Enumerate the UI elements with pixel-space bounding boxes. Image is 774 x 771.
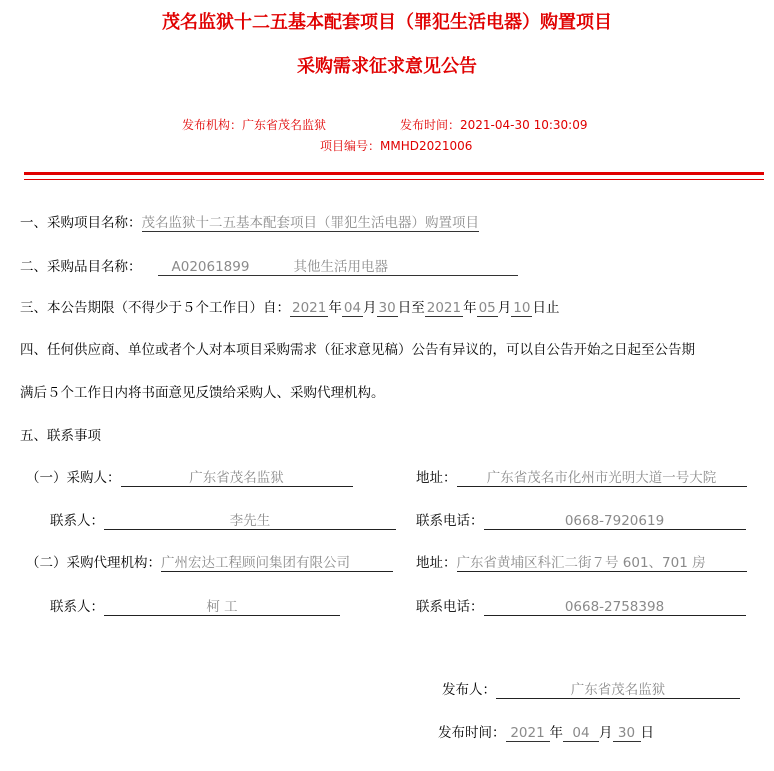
footer-year-unit: 年 [549,725,563,741]
period-start-year-unit: 年 [328,300,342,316]
footer-publisher-row [442,678,740,699]
item2-name: 其他生活用电器 [293,259,388,275]
item1-label: 一、采购项目名称： [20,215,142,231]
header-divider-thick [24,172,764,175]
item2-value-field [158,255,518,276]
page-subtitle: 采购需求征求意见公告 [297,56,477,77]
page-title: 茂名监狱十二五基本配套项目（罪犯生活电器）购置项目 [162,12,612,33]
period-start-year: 2021 [292,300,327,316]
agency-contact-label: 联系人： [50,599,104,615]
purchaser-address-value: 广东省茂名市化州市光明大道一号大院 [457,471,747,487]
item-period [20,296,559,317]
period-start-day: 30 [378,300,396,316]
project-number-label: 项目编号： [320,139,381,153]
publisher-value: 广东省茂名监狱 [242,118,327,132]
purchaser-phone-row [416,509,746,530]
item-objection-line2: 满后５个工作日内将书面意见反馈给采购人、采购代理机构。 [20,385,385,401]
footer-month: 04 [563,725,599,742]
purchaser-address-label: 地址： [416,470,457,486]
purchaser-label: （一）采购人： [26,470,121,486]
agency-address-value: 广东省黄埔区科汇二街７号 601、701 房 [457,551,747,572]
project-number-meta [320,137,472,154]
purchaser-contact-value: 李先生 [104,514,396,530]
item-project-name [20,211,479,231]
period-suffix: 日止 [532,300,560,316]
publish-time-value: 2021-04-30 10:30:09 [460,118,588,132]
period-end-month: 05 [478,300,496,316]
purchaser-contact-row [50,509,396,530]
agency-contact-row [50,595,340,616]
agency-address-row [416,551,747,572]
footer-date-row [438,721,654,742]
footer-day-unit: 日 [640,725,654,741]
agency-phone-row [416,595,746,616]
agency-phone-value: 0668-2758398 [484,600,746,616]
publisher-meta [182,116,326,133]
item-category [20,255,518,276]
period-mid: 日至 [397,300,425,316]
period-end-month-unit: 月 [497,300,512,316]
footer-day: 30 [613,725,641,742]
footer-month-unit: 月 [599,725,613,741]
agency-address-label: 地址： [416,555,457,571]
period-end-year: 2021 [426,300,462,316]
header-divider-thin [24,179,764,180]
item2-label: 二、采购品目名称： [20,259,142,275]
period-end-day: 10 [513,300,531,316]
publisher-label: 发布机构： [182,118,243,132]
period-start-month-unit: 月 [363,300,377,316]
item3-prefix: 三、本公告期限（不得少于５个工作日）自： [20,300,290,316]
publish-time-label: 发布时间： [400,118,461,132]
period-end-year-unit: 年 [463,300,477,316]
footer-date-label: 发布时间： [438,725,506,741]
item-objection-line1: 四、任何供应商、单位或者个人对本项目采购需求（征求意见稿）公告有异议的，可以自公告开始之日起至公告期 [20,342,695,358]
purchaser-phone-label: 联系电话： [416,513,484,529]
footer-publisher-label: 发布人： [442,682,496,698]
agency-label: （二）采购代理机构： [26,555,161,571]
agency-contact-value: 柯 工 [104,600,340,616]
footer-year: 2021 [506,725,550,742]
item2-code: A02061899 [171,259,250,275]
purchaser-row [26,466,353,487]
purchaser-value: 广东省茂名监狱 [121,471,353,487]
item1-value: 茂名监狱十二五基本配套项目（罪犯生活电器）购置项目 [141,215,479,231]
agency-row [26,551,393,572]
publish-time-meta [400,116,587,133]
purchaser-address-row [416,466,747,487]
agency-value: 广州宏达工程顾问集团有限公司 [161,551,393,572]
footer-publisher-value: 广东省茂名监狱 [496,683,740,699]
item-contact-heading: 五、联系事项 [20,428,101,444]
project-number-value: MMHD2021006 [380,139,473,153]
purchaser-contact-label: 联系人： [50,513,104,529]
purchaser-phone-value: 0668-7920619 [484,514,746,530]
period-start-month: 04 [343,300,362,316]
agency-phone-label: 联系电话： [416,599,484,615]
